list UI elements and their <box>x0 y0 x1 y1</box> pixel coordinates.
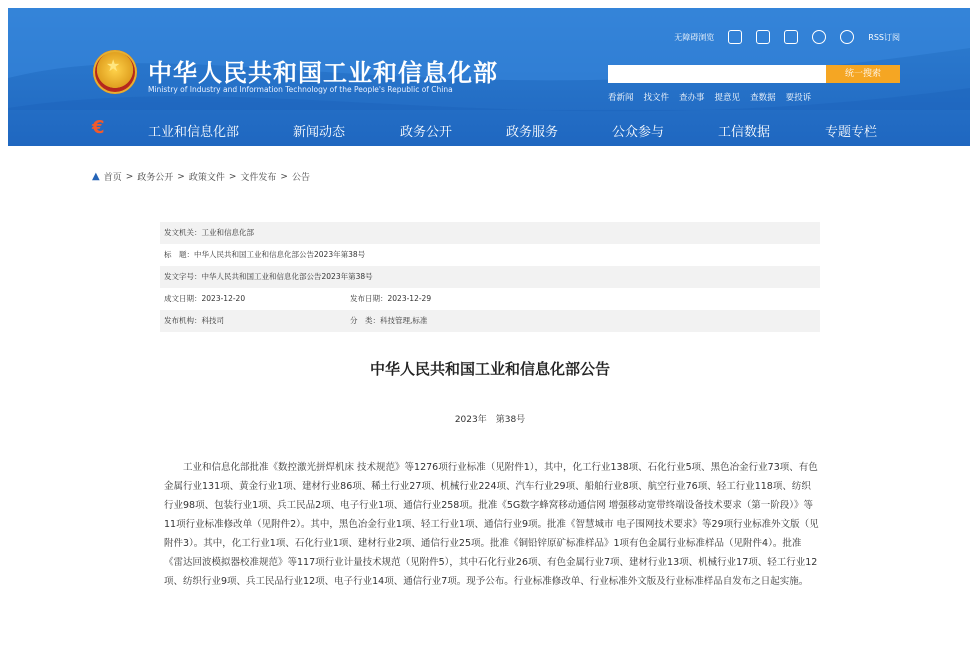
document-metadata-table <box>160 222 820 332</box>
site-header <box>8 8 970 146</box>
meta-category: 分 类：科技管理,标准 <box>350 316 428 325</box>
quick-link-news[interactable]: 看新闻 <box>608 93 634 103</box>
home-icon: ▲ <box>92 171 100 182</box>
quick-link-feedback[interactable]: 提意见 <box>714 93 741 103</box>
nav-item-topics[interactable]: 专题专栏 <box>825 125 878 140</box>
quick-link-services[interactable]: 查办事 <box>679 93 705 103</box>
quick-link-complaint[interactable]: 要投诉 <box>785 93 812 103</box>
breadcrumb <box>92 170 310 183</box>
meta-doc-no: 发文字号：中华人民共和国工业和信息化部公告2023年第38号 <box>164 272 373 281</box>
nav-item-gov-services[interactable]: 政务服务 <box>506 125 559 140</box>
breadcrumb-release[interactable]: 文件发布 <box>240 173 277 183</box>
meta-row-doc-no <box>160 266 820 288</box>
breadcrumb-separator: > <box>280 171 288 182</box>
quick-link-files[interactable]: 找文件 <box>643 93 670 103</box>
meta-issuer: 发文机关：工业和信息化部 <box>164 228 254 237</box>
chat-icon[interactable] <box>812 30 826 44</box>
mobile-icon[interactable] <box>756 30 770 44</box>
nav-home-icon[interactable]: € <box>92 117 105 138</box>
search-input[interactable] <box>608 65 826 83</box>
breadcrumb-gov-affairs[interactable]: 政务公开 <box>137 173 174 183</box>
nav-item-news[interactable]: 新闻动态 <box>293 125 346 140</box>
nav-item-ministry[interactable]: 工业和信息化部 <box>148 125 240 140</box>
top-toolbar <box>674 30 900 44</box>
quick-links <box>608 91 811 103</box>
meta-row-title <box>160 244 820 266</box>
meta-title: 标 题：中华人民共和国工业和信息化部公告2023年第38号 <box>164 250 366 259</box>
breadcrumb-home[interactable]: 首页 <box>103 173 122 183</box>
main-nav <box>8 110 970 146</box>
nav-item-data[interactable]: 工信数据 <box>718 125 771 140</box>
rss-link[interactable]: RSS订阅 <box>868 32 900 42</box>
site-subtitle: Ministry of Industry and Information Technology of the People's Republic of China <box>148 85 453 94</box>
quick-link-data[interactable]: 查数据 <box>750 93 776 103</box>
document-body: 工业和信息化部批准《数控激光拼焊机床 技术规范》等1276项行业标准（见附件1），其中，化工行业138项、石化行业5项、黑色冶金行业73项、有色金属行业131项、黄金行业1项、建材行业86项、稀土行业27项、机械行业224项、汽车行业29项、船舶行业8项、航空行业76项、轻工行业118项、纺织行业98项、包装行业1项、兵工民品2项、电子行业1项、通信行业258项。批准《5G数字蜂窝移动通信网 增强移动宽带终端设备技术要求（第一阶段）》等11项行业标准修改单（见附件2）。其中，黑色冶金行业1项、轻工行业1项、通信行业9项。批准《智慧城市 电子围网技术要求》等29项行业标准外文版（见附件3）。其中，化工行业1项、石化行业1项、建材行业2项、通信行业25项。批准《铜铅锌原矿标准样品》1项有色金属行业标准样品（见附件4）。批准《雷达回波模拟器校准规范》等117项行业计量技术规范（见附件5），其中石化行业26项、有色金属行业7项、建材行业13项、机械行业17项、轻工行业12项、纺织行业9项、兵工民品行业12项、电子行业14项、通信行业7项。现予公布。行业标准修改单、行业标准外文版及行业标准样品自发布之日起实施。 <box>164 462 819 587</box>
weibo-icon[interactable] <box>840 30 854 44</box>
document-number: 2023年 第38号 <box>454 415 526 425</box>
meta-publisher: 发布机构：科技司 <box>164 316 224 325</box>
wechat-icon[interactable] <box>728 30 742 44</box>
site-title[interactable]: 中华人民共和国工业和信息化部 <box>148 59 498 87</box>
meta-publish-date: 发布日期：2023-12-29 <box>350 294 432 303</box>
breadcrumb-separator: > <box>125 171 134 182</box>
mail-icon[interactable] <box>784 30 798 44</box>
meta-row-dates <box>160 288 820 310</box>
document-title: 中华人民共和国工业和信息化部公告 <box>369 360 610 378</box>
breadcrumb-separator: > <box>228 171 237 182</box>
accessibility-link[interactable]: 无障碍浏览 <box>674 32 715 42</box>
national-emblem-icon[interactable]: ★ <box>93 50 137 94</box>
meta-row-publisher <box>160 310 820 332</box>
meta-written-date: 成文日期：2023-12-20 <box>164 294 246 303</box>
breadcrumb-notice[interactable]: 公告 <box>291 173 310 183</box>
search-button[interactable]: 统一搜索 <box>826 65 900 83</box>
meta-row-issuer <box>160 222 820 244</box>
breadcrumb-separator: > <box>177 171 185 182</box>
nav-item-gov-affairs[interactable]: 政务公开 <box>400 125 453 140</box>
breadcrumb-policy[interactable]: 政策文件 <box>188 173 225 183</box>
nav-item-public[interactable]: 公众参与 <box>612 125 665 140</box>
